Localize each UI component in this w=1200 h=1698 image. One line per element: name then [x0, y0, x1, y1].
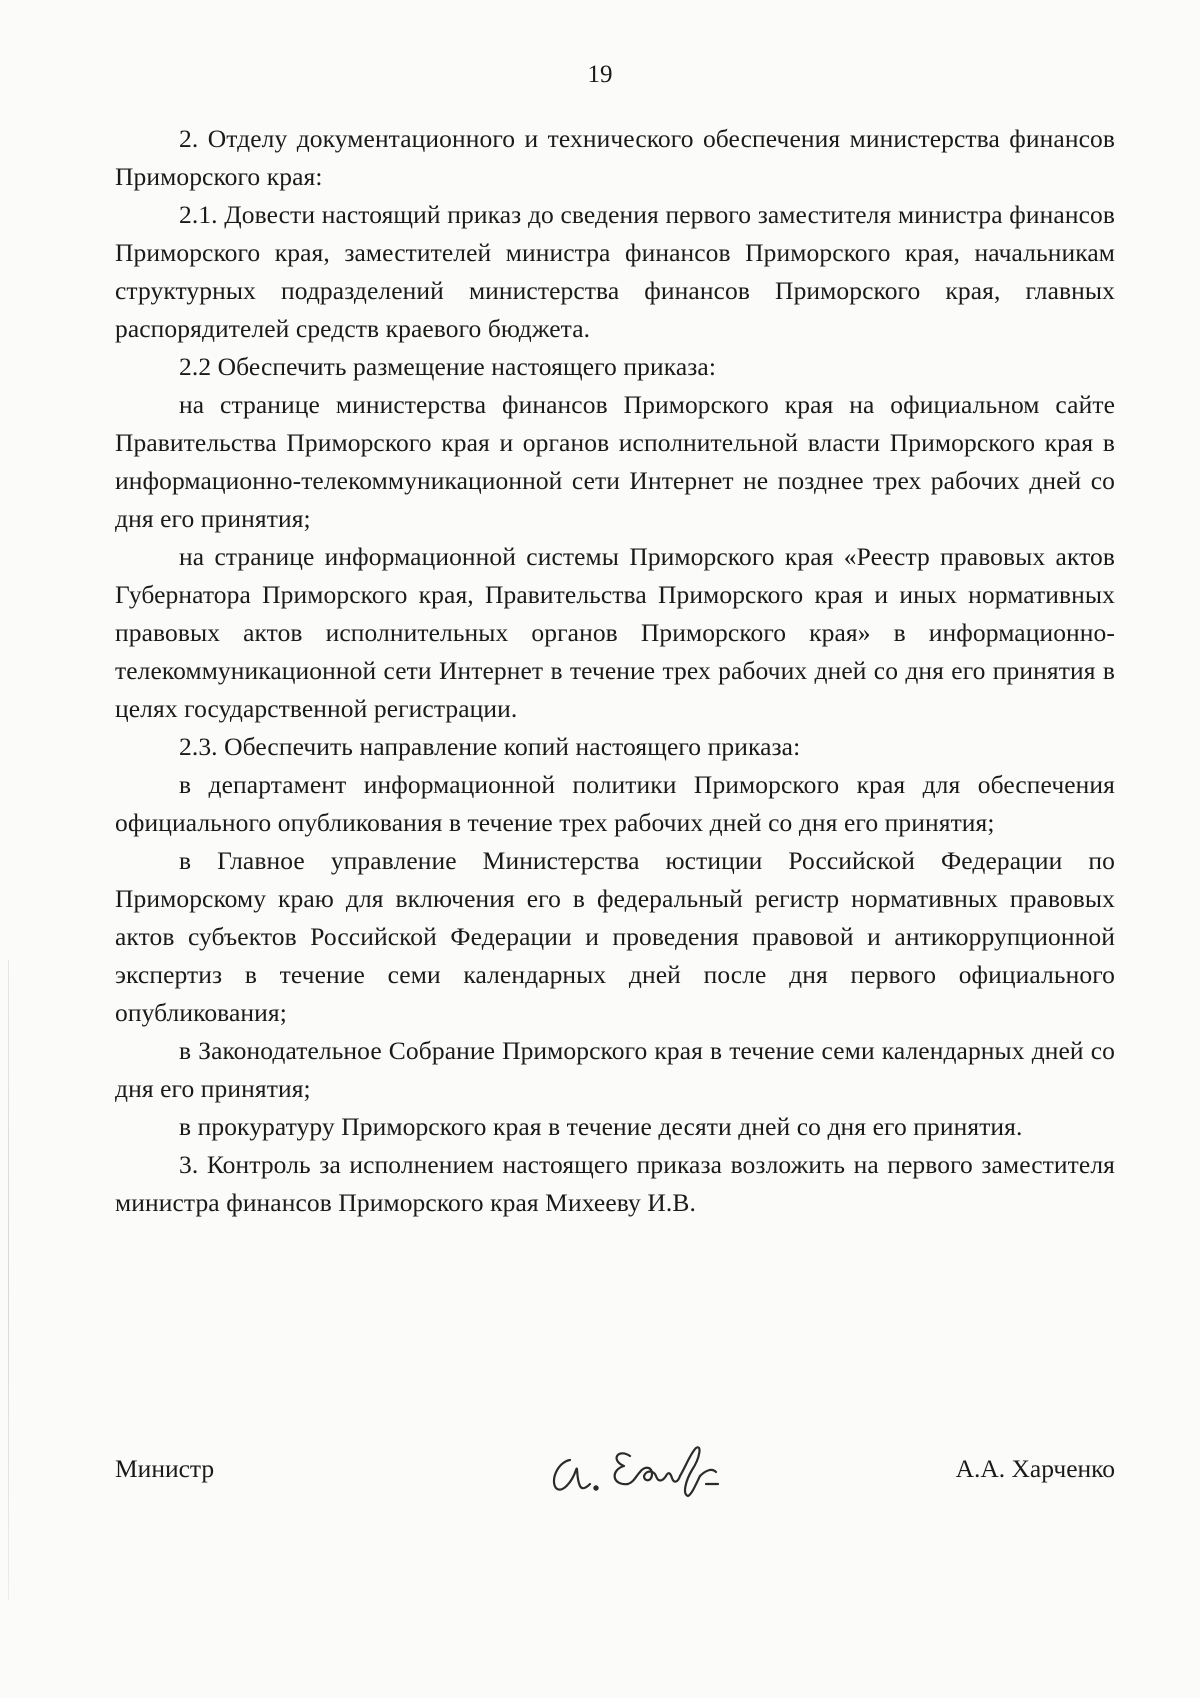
- paragraph: 3. Контроль за исполнением настоящего приказа возложить на первого заместителя министра финансов Приморского края Михееву И.В.: [115, 1150, 1115, 1217]
- scan-edge-artifact: [8, 960, 9, 1600]
- signatory-name: А.А. Харченко: [955, 1454, 1115, 1483]
- paragraph: 2.2 Обеспечить размещение настоящего приказа:: [179, 352, 717, 381]
- paragraph: в Законодательное Собрание Приморского края в течение семи календарных дней со дня его принятия;: [115, 1036, 1115, 1103]
- document-body: [115, 120, 1115, 1222]
- paragraph: 2. Отделу документационного и технического обеспечения министерства финансов Приморского края:: [115, 124, 1115, 191]
- paragraph: в Главное управление Министерства юстиции Российской Федерации по Приморскому краю для включения его в федеральный регистр нормативных правовых актов субъектов Российской Федерации и проведения правовой и антикоррупционной экспертиз в течение семи календарных дней после дня первого официального опубликования;: [115, 846, 1115, 1027]
- page-number: 19: [587, 61, 613, 88]
- paragraph: в прокуратуру Приморского края в течение десяти дней со дня его принятия.: [179, 1112, 1023, 1141]
- paragraph: на странице информационной системы Приморского края «Реестр правовых актов Губернатора Приморского края, Правительства Приморского края и иных нормативных правовых актов исполнительных органов Приморского края» в информационно-телекоммуникационной сети Интернет в течение трех рабочих дней со дня его принятия в целях государственной регистрации.: [115, 542, 1115, 723]
- handwritten-signature: [540, 1432, 740, 1502]
- paragraph: на странице министерства финансов Приморского края на официальном сайте Правительства Приморского края и органов исполнительной власти Приморского края в информационно-телекоммуникационной сети Интернет не позднее трех рабочих дней со дня его принятия;: [115, 390, 1115, 533]
- paragraph: 2.3. Обеспечить направление копий настоящего приказа:: [179, 732, 801, 761]
- signature-block: [115, 1432, 1115, 1502]
- signatory-title: Министр: [115, 1454, 215, 1483]
- paragraph: 2.1. Довести настоящий приказ до сведения первого заместителя министра финансов Приморского края, заместителей министра финансов Приморского края, начальникам структурных подразделений министерства финансов Приморского края, главных распорядителей средств краевого бюджета.: [115, 200, 1115, 343]
- paragraph: в департамент информационной политики Приморского края для обеспечения официального опубликования в течение трех рабочих дней со дня его принятия;: [115, 770, 1115, 837]
